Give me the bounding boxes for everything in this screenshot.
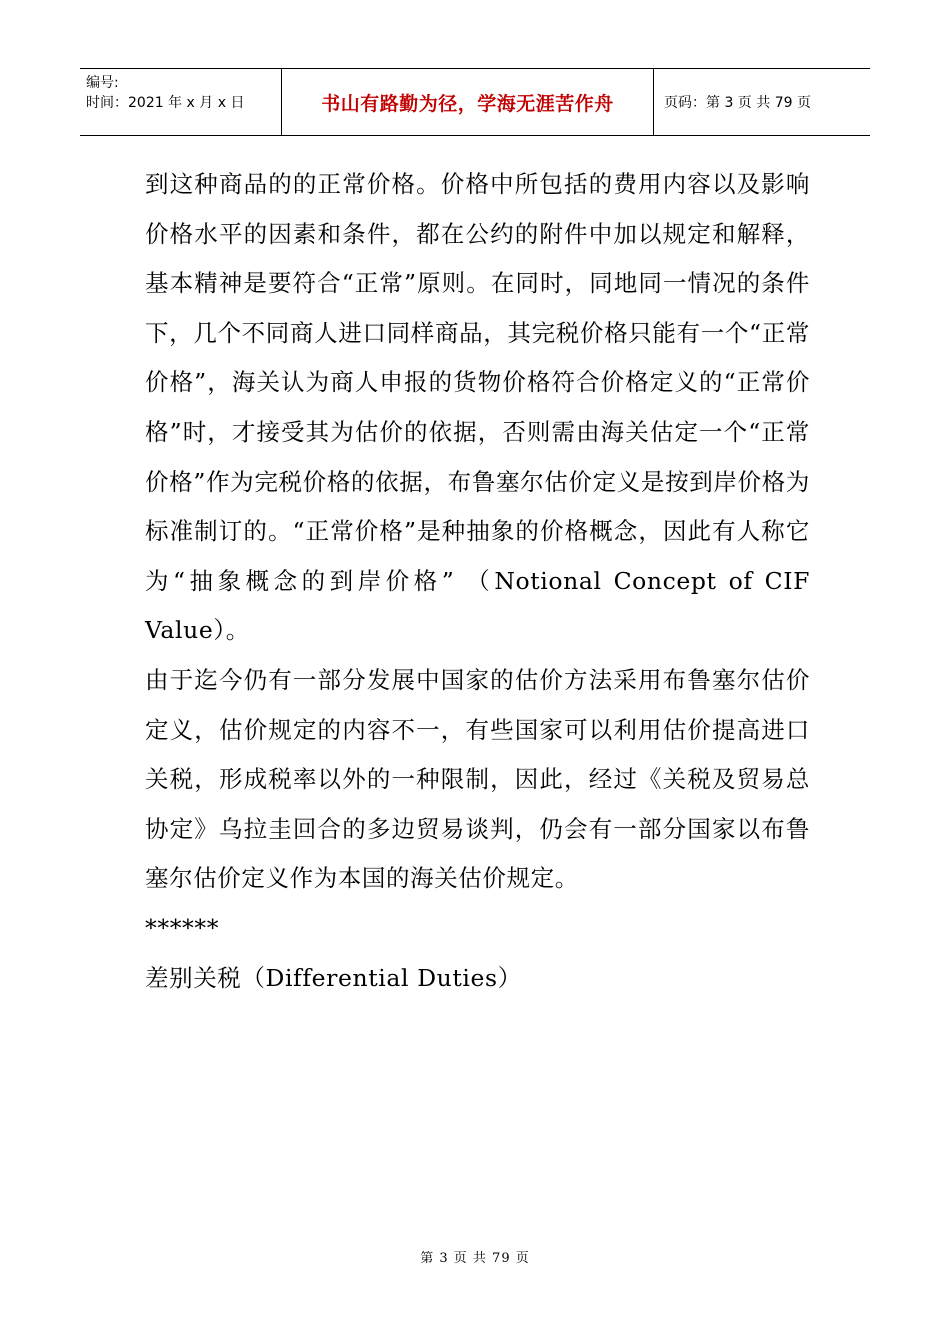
page-footer: 第 3 页 共 79 页 [420, 1251, 530, 1266]
document-body [145, 160, 810, 1003]
serial-number-label: 编号: [86, 75, 119, 91]
header-motto: 书山有路勤为径，学海无涯苦作舟 [282, 69, 654, 135]
paragraph: 由于迄今仍有一部分发展中国家的估价方法采用布鲁塞尔估价定义，估价规定的内容不一，有些国家可以利用估价提高进口关税，形成税率以外的一种限制，因此，经过《关税及贸易总协定》乌拉圭回合的多边贸易谈判，仍会有一部分国家以布鲁塞尔估价定义作为本国的海关估价规定。 [145, 665, 810, 893]
paragraph: 到这种商品的的正常价格。价格中所包括的费用内容以及影响价格水平的因素和条件，都在公约的附件中加以规定和解释，基本精神是要符合“正常”原则。在同时，同地同一情况的条件下，几个不同商人进口同样商品，其完税价格只能有一个“正常价格”，海关认为商人申报的货物价格符合价格定义的“正常价格”时，才接受其为估价的依据，否则需由海关估定一个“正常价格”作为完税价格的依据，布鲁塞尔估价定义是按到岸价格为标准制订的。“正常价格”是种抽象的价格概念，因此有人称它为“抽象概念的到岸价格” （Notional Concept of CIF Value）。 [145, 170, 810, 645]
section-heading: 差别关税（Differential Duties） [145, 963, 522, 992]
page-header [80, 68, 870, 136]
header-meta [80, 69, 282, 135]
header-page-info: 页码：第 3 页 共 79 页 [664, 95, 811, 111]
date-label: 时间：2021 年 x 月 x 日 [86, 95, 245, 111]
separator-text: ****** [145, 913, 220, 942]
